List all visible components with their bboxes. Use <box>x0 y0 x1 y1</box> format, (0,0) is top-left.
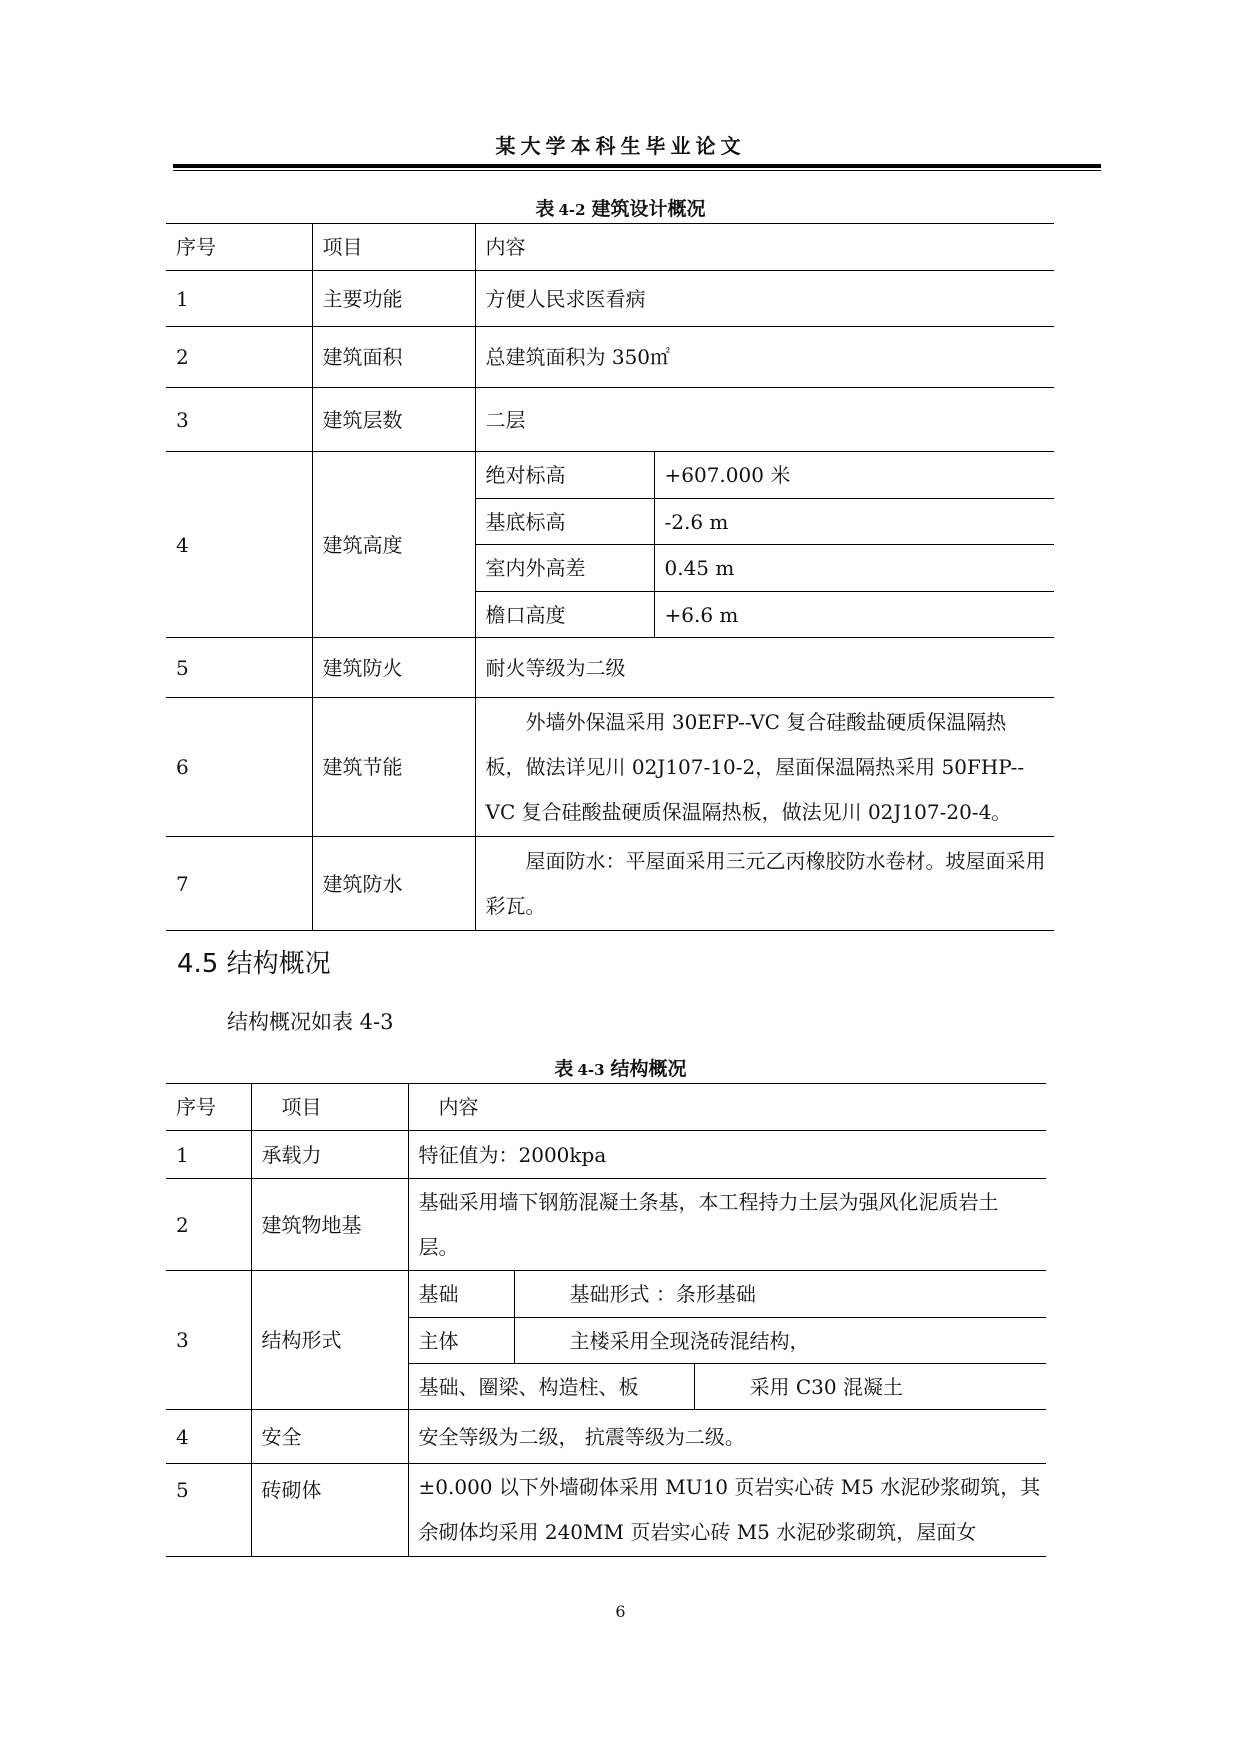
table-row <box>166 1410 1046 1464</box>
table-row <box>166 271 1054 327</box>
caption-title: 建筑设计概况 <box>591 198 706 220</box>
table-row <box>166 1464 1046 1557</box>
row-content-text: 屋面防水：平屋面采用三元乙丙橡胶防水卷材。坡屋面采用彩瓦。 <box>485 848 1046 918</box>
header-cell-item: 项目 <box>251 1084 408 1131</box>
header-rule-thin <box>173 170 1101 171</box>
row-content: 总建筑面积为 350㎡ <box>475 327 1054 388</box>
sub-value: 基础形式 ：条形基础 <box>514 1271 1046 1318</box>
table-row <box>166 837 1054 931</box>
caption-number: 4-2 <box>558 201 586 219</box>
header-cell-content: 内容 <box>475 224 1054 271</box>
row-no: 5 <box>166 1464 251 1557</box>
row-no: 1 <box>166 271 312 327</box>
row-content: 安全等级为二级， 抗震等级为二级。 <box>408 1410 1046 1464</box>
table-row <box>166 388 1054 452</box>
row-item: 建筑防火 <box>312 638 475 698</box>
sub-label: 基础、圈梁、构造柱、板 <box>408 1364 694 1410</box>
sub-label: 主体 <box>408 1318 514 1364</box>
table-row <box>166 327 1054 388</box>
row-item: 结构形式 <box>251 1271 408 1410</box>
sub-value: 采用 C30 混凝土 <box>694 1364 1046 1410</box>
row-item: 砖砌体 <box>251 1464 408 1557</box>
sub-label: 檐口高度 <box>475 592 654 638</box>
row-item: 安全 <box>251 1410 408 1464</box>
caption-number: 4-3 <box>577 1061 605 1079</box>
row-content-text: 外墙外保温采用 30EFP--VC 复合硅酸盐硬质保温隔热板，做法详见川 02J107-10-2，屋面保温隔热采用 50FHP--VC 复合硅酸盐硬质保温隔热板，做法见川 02J107-20-4。 <box>485 709 1025 824</box>
table-row <box>166 1179 1046 1271</box>
section-paragraph: 结构概况如表 4-3 <box>227 1010 394 1034</box>
row-no: 3 <box>166 388 312 452</box>
row-content: ±0.000 以下外墙砌体采用 MU10 页岩实心砖 M5 水泥砂浆砌筑，其余砌体均采用 240MM 页岩实心砖 M5 水泥砂浆砌筑，屋面女 <box>408 1464 1046 1557</box>
row-content: 方便人民求医看病 <box>475 271 1054 327</box>
sub-value: 主楼采用全现浇砖混结构， <box>514 1318 1046 1364</box>
row-no: 7 <box>166 837 312 931</box>
sub-label: 基础 <box>408 1271 514 1318</box>
sub-value: +6.6 m <box>654 592 1054 638</box>
table-row <box>166 452 1054 499</box>
sub-value: -2.6 m <box>654 499 1054 545</box>
row-content: 基础采用墙下钢筋混凝土条基，本工程持力土层为强风化泥质岩土层。 <box>408 1179 1046 1271</box>
row-no: 2 <box>166 1179 251 1271</box>
row-content <box>475 837 1054 931</box>
row-no: 6 <box>166 698 312 837</box>
table-row <box>166 638 1054 698</box>
row-no: 5 <box>166 638 312 698</box>
page-number: 6 <box>615 1602 626 1621</box>
row-no: 2 <box>166 327 312 388</box>
table-row <box>166 698 1054 837</box>
table-4-2 <box>166 223 1054 931</box>
header-rule-thick <box>173 164 1101 168</box>
row-item: 建筑节能 <box>312 698 475 837</box>
row-content: 耐火等级为二级 <box>475 638 1054 698</box>
table-row <box>166 1271 1046 1318</box>
row-no: 4 <box>166 452 312 638</box>
row-item: 建筑防水 <box>312 837 475 931</box>
header-cell-no: 序号 <box>166 1084 251 1131</box>
sub-label: 基底标高 <box>475 499 654 545</box>
table-header-row <box>166 224 1054 271</box>
sub-value: 0.45 m <box>654 545 1054 592</box>
row-item: 建筑层数 <box>312 388 475 452</box>
row-content <box>475 698 1054 837</box>
row-content: 特征值为：2000kpa <box>408 1131 1046 1179</box>
caption-prefix: 表 <box>535 198 555 220</box>
sub-label: 绝对标高 <box>475 452 654 499</box>
row-no: 4 <box>166 1410 251 1464</box>
sub-value: +607.000 米 <box>654 452 1054 499</box>
row-no: 3 <box>166 1271 251 1410</box>
table-row <box>166 1131 1046 1179</box>
sub-label: 室内外高差 <box>475 545 654 592</box>
section-heading: 4.5 结构概况 <box>177 949 331 979</box>
caption-prefix: 表 <box>554 1058 574 1080</box>
header-cell-content: 内容 <box>408 1084 1046 1131</box>
caption-title: 结构概况 <box>610 1058 687 1080</box>
header-cell-no: 序号 <box>166 224 312 271</box>
running-header-title: 某大学本科生毕业论文 <box>495 134 746 158</box>
row-content: 二层 <box>475 388 1054 452</box>
row-item: 建筑高度 <box>312 452 475 638</box>
row-item: 主要功能 <box>312 271 475 327</box>
table-4-3-caption <box>0 1054 1241 1081</box>
header-cell-item: 项目 <box>312 224 475 271</box>
row-item: 建筑面积 <box>312 327 475 388</box>
table-4-2-caption <box>0 194 1241 221</box>
table-header-row <box>166 1084 1046 1131</box>
row-item: 建筑物地基 <box>251 1179 408 1271</box>
row-no: 1 <box>166 1131 251 1179</box>
table-4-3 <box>166 1083 1046 1557</box>
row-item: 承载力 <box>251 1131 408 1179</box>
